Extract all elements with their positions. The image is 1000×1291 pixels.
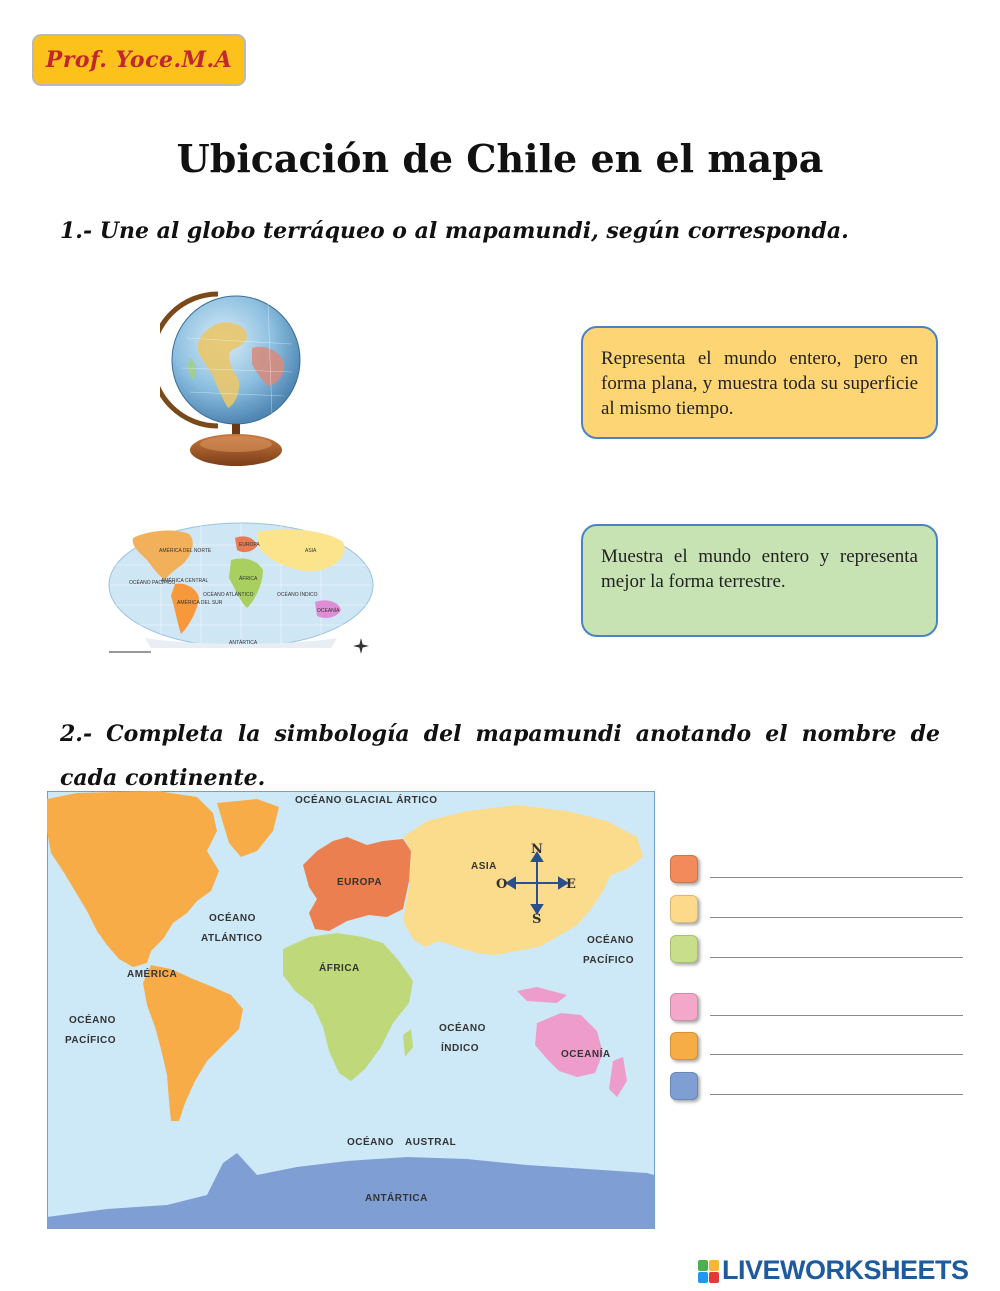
- logo-text: LIVEWORKSHEETS: [722, 1255, 969, 1285]
- map-label-atlantic-1: OCÉANO: [209, 913, 256, 924]
- author-badge-text: Prof. Yoce.M.A: [45, 47, 233, 73]
- description-card-globe[interactable]: [581, 524, 938, 637]
- map-label-austral-2: AUSTRAL: [405, 1137, 457, 1148]
- small-map-north-america: AMÉRICA DEL NORTE: [159, 548, 212, 554]
- legend-row-5[interactable]: [668, 1032, 963, 1062]
- small-map-pacific: OCÉANO PACÍFICO: [129, 580, 176, 586]
- legend-answer-line[interactable]: [710, 957, 963, 958]
- legend-row-3[interactable]: [668, 935, 963, 965]
- map-label-arctic: OCÉANO GLACIAL ÁRTICO: [295, 795, 438, 806]
- map-label-austral-1: OCÉANO: [347, 1137, 394, 1148]
- compass-e: E: [566, 877, 576, 892]
- legend-swatch-yellow: [670, 895, 698, 923]
- legend-swatch-blue: [670, 1072, 698, 1100]
- compass-o: O: [496, 877, 508, 892]
- legend-row-6[interactable]: [668, 1072, 963, 1102]
- map-label-indian-2: ÍNDICO: [441, 1043, 479, 1054]
- map-label-pacific-right-1: OCÉANO: [587, 935, 634, 946]
- map-label-europe: EUROPA: [337, 877, 383, 888]
- legend-swatch-green: [670, 935, 698, 963]
- globe-image[interactable]: [160, 288, 310, 470]
- map-label-america: AMÉRICA: [127, 969, 178, 980]
- legend-answer-line[interactable]: [710, 1054, 963, 1055]
- world-map: [47, 791, 655, 1229]
- legend-answer-line[interactable]: [710, 1015, 963, 1016]
- author-badge: [32, 34, 246, 86]
- description-card-map-text: Representa el mundo entero, pero en forma plana, y muestra toda su superficie al mismo tiempo.: [601, 348, 918, 419]
- map-label-pacific-left-1: OCÉANO: [69, 1015, 116, 1026]
- small-map-central-america: AMÉRICA CENTRAL: [161, 578, 209, 584]
- small-map-antarctica: ANTÁRTICA: [229, 640, 258, 646]
- map-label-pacific-left-2: PACÍFICO: [65, 1035, 117, 1046]
- legend-answer-line[interactable]: [710, 877, 963, 878]
- map-label-asia: ASIA: [471, 861, 497, 872]
- liveworksheets-logo: [698, 1255, 969, 1286]
- legend-row-1[interactable]: [668, 855, 963, 885]
- description-card-globe-text: Muestra el mundo entero y representa mejor la forma terrestre.: [601, 546, 918, 592]
- question-2: 2.- Completa la simbología del mapamundi anotando el nombre de cada continente.: [60, 721, 940, 791]
- question-1: 1.- Une al globo terráqueo o al mapamundi, según corresponda.: [60, 218, 849, 244]
- small-compass-icon: [353, 638, 369, 654]
- map-label-indian-1: OCÉANO: [439, 1023, 486, 1034]
- small-map-europe: EUROPA: [239, 542, 260, 548]
- small-map-indian: OCÉANO ÍNDICO: [277, 592, 318, 598]
- small-map-atlantic: OCÉANO ATLÁNTICO: [203, 592, 254, 598]
- compass-s: S: [532, 912, 542, 927]
- legend-row-2[interactable]: [668, 895, 963, 925]
- legend-answer-line[interactable]: [710, 917, 963, 918]
- legend-swatch-pink: [670, 993, 698, 1021]
- legend-swatch-orange: [670, 1032, 698, 1060]
- map-label-africa: ÁFRICA: [319, 963, 360, 974]
- map-label-antarctica: ANTÁRTICA: [365, 1193, 428, 1204]
- small-world-map-image[interactable]: [105, 522, 377, 664]
- page-title: Ubicación de Chile en el mapa: [176, 136, 824, 181]
- legend-row-4[interactable]: [668, 993, 963, 1023]
- map-label-oceania: OCEANÍA: [561, 1049, 611, 1060]
- compass-n: N: [531, 842, 543, 857]
- small-map-oceania: OCEANÍA: [317, 608, 340, 614]
- description-card-map[interactable]: [581, 326, 938, 439]
- small-map-asia: ASIA: [305, 548, 317, 554]
- small-map-africa: ÁFRICA: [239, 576, 258, 582]
- logo-cube-icon: [698, 1260, 718, 1282]
- map-label-pacific-right-2: PACÍFICO: [583, 955, 635, 966]
- legend-answer-line[interactable]: [710, 1094, 963, 1095]
- legend-swatch-orange-red: [670, 855, 698, 883]
- small-map-south-america: AMÉRICA DEL SUR: [177, 600, 223, 606]
- map-label-atlantic-2: ATLÁNTICO: [201, 933, 263, 944]
